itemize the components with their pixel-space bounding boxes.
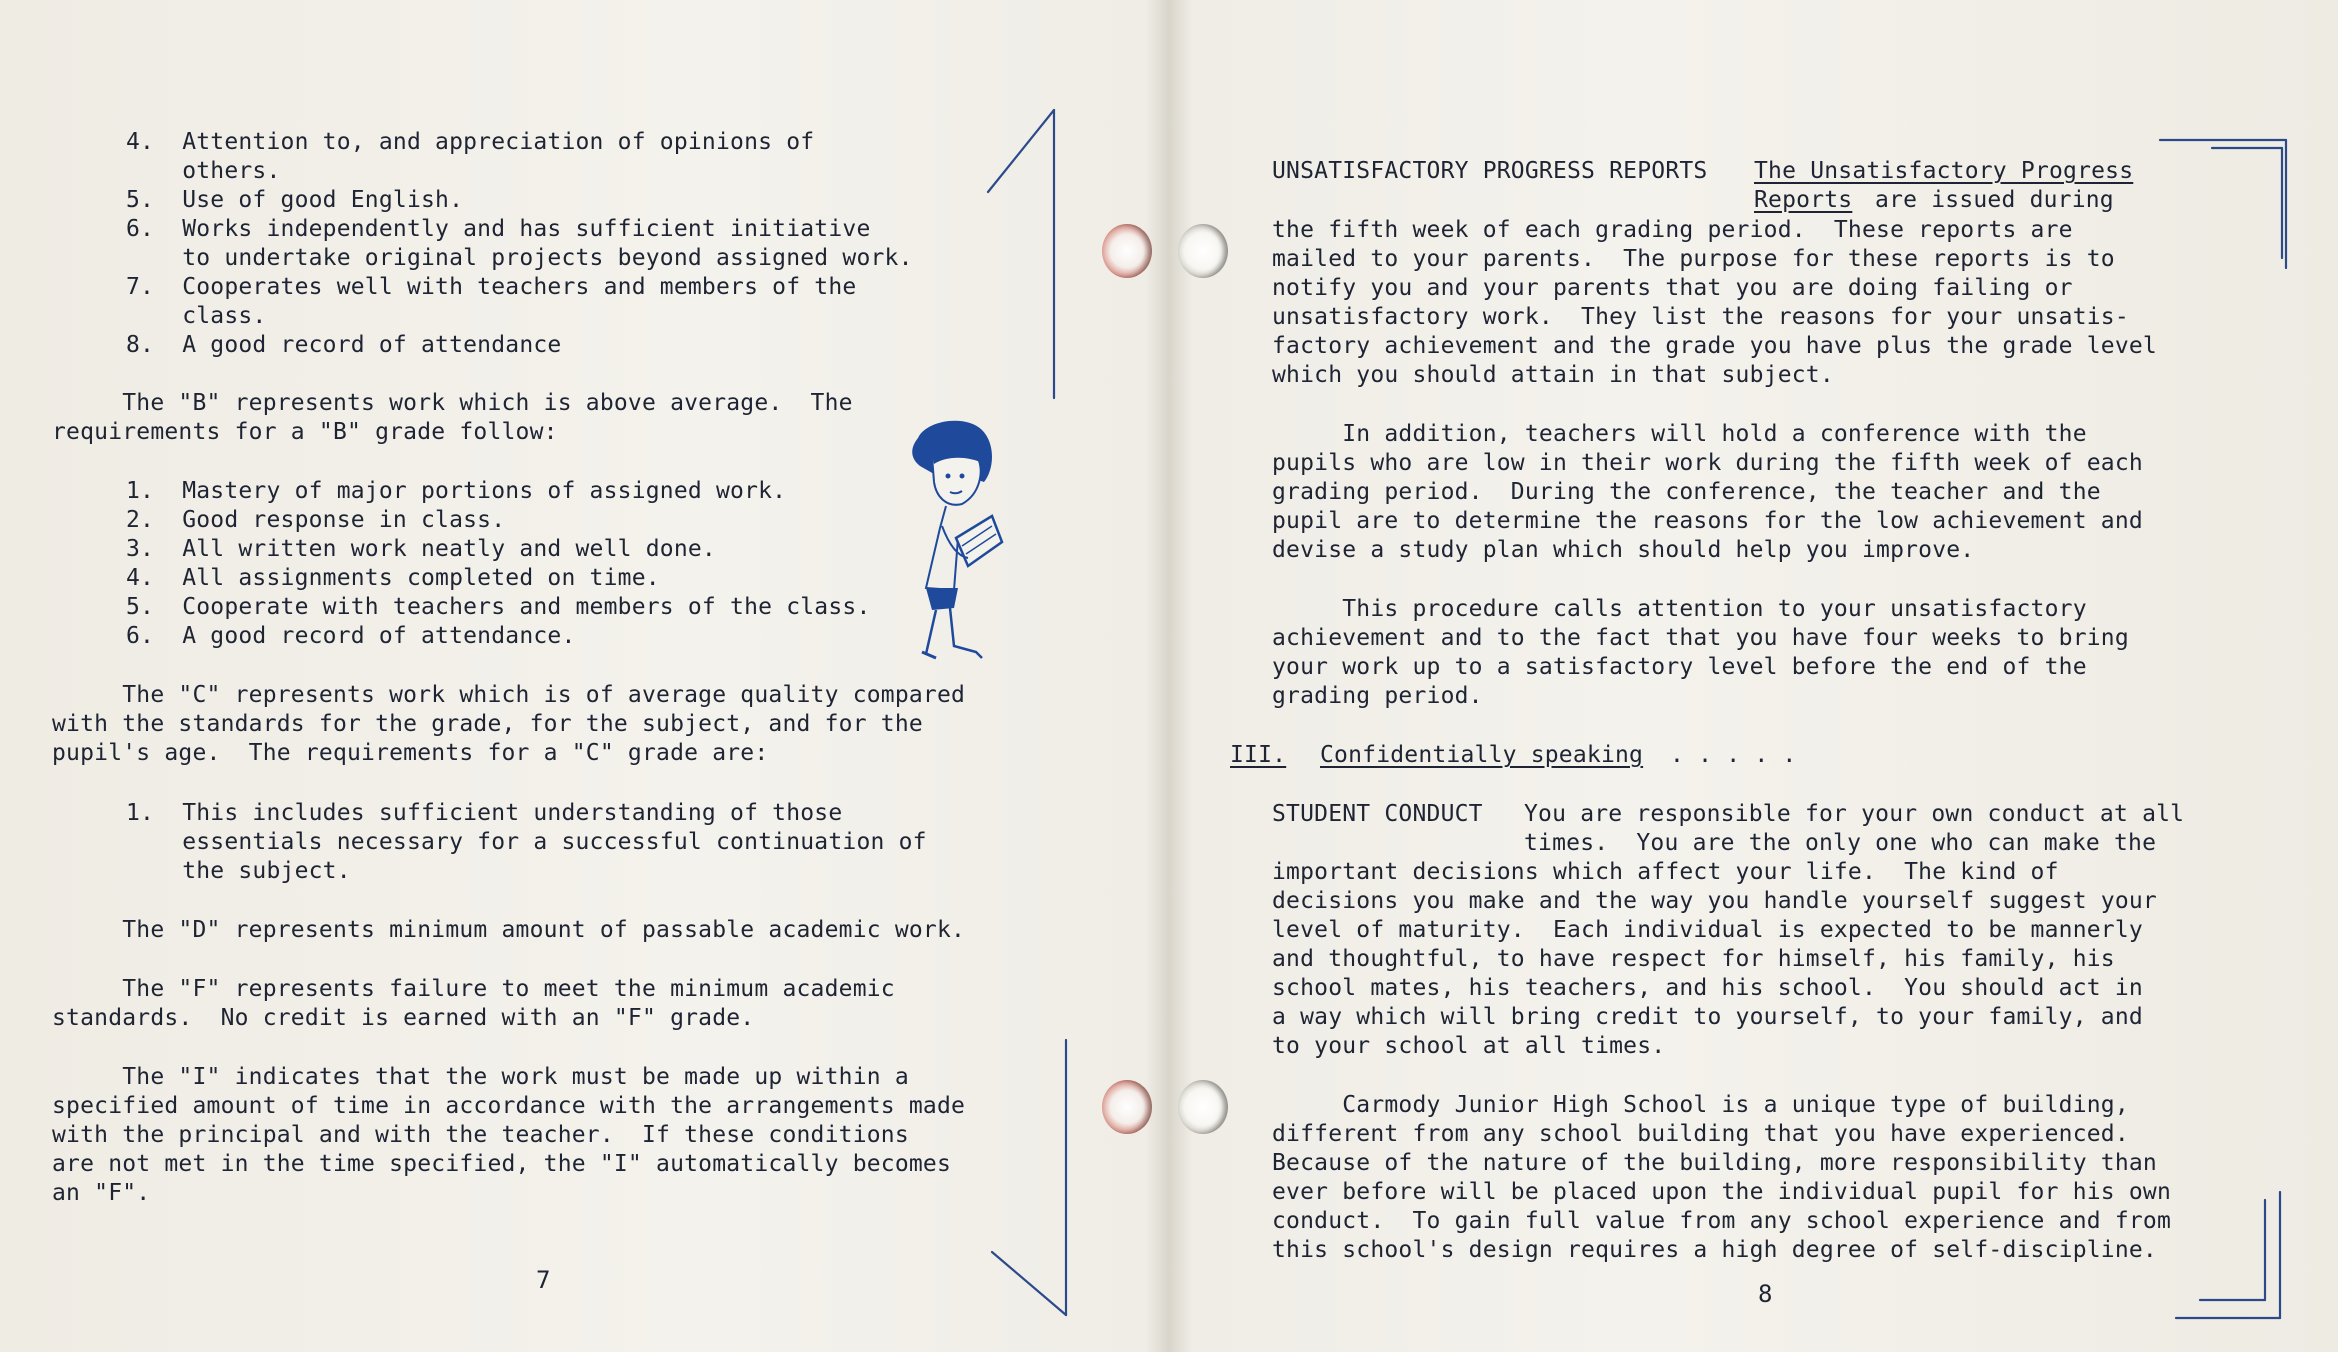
conduct-line-5: level of maturity. Each individual is expected to be mannerly: [1272, 917, 2143, 943]
conduct-line-4: decisions you make and the way you handle yourself suggest your: [1272, 888, 2157, 914]
unsatisfactory-title-1: The Unsatisfactory Progress: [1754, 158, 2134, 184]
unsatisfactory-title-2: Reports: [1754, 187, 1853, 213]
grade-a-item-7-cont: class.: [126, 303, 267, 329]
grade-c-item-1-cont-1: essentials necessary for a successful continuation of: [126, 829, 927, 855]
conduct-line-1: You are responsible for your own conduct at all: [1524, 801, 2185, 827]
section-title: Confidentially speaking: [1320, 742, 1644, 768]
conduct-line-8: a way which will bring credit to yourself, to your family, and: [1272, 1004, 2143, 1030]
grade-i-text-cont-3: are not met in the time specified, the "I" automatically becomes: [52, 1151, 952, 1177]
grade-f-text-cont: standards. No credit is earned with an "F" grade.: [52, 1005, 755, 1031]
grade-b-item-4: 4. All assignments completed on time.: [126, 565, 660, 591]
conference-line-3: grading period. During the conference, the teacher and the: [1272, 479, 2101, 505]
grade-a-item-7: 7. Cooperates well with teachers and members of the: [126, 274, 857, 300]
grade-c-intro-cont-2: pupil's age. The requirements for a "C" grade are:: [52, 740, 769, 766]
unsat-line-3: notify you and your parents that you are doing failing or: [1272, 275, 2073, 301]
grade-d-text: The "D" represents minimum amount of passable academic work.: [52, 917, 966, 943]
unsat-line-4: unsatisfactory work. They list the reasons for your unsatis-: [1272, 304, 2129, 330]
page-number-left: 7: [536, 1266, 551, 1294]
conduct-line-3: important decisions which affect your life. The kind of: [1272, 859, 2059, 885]
student-reading-cartoon-icon: [896, 418, 1026, 668]
grade-f-text: The "F" represents failure to meet the minimum academic: [52, 976, 895, 1002]
grade-b-intro-cont: requirements for a "B" grade follow:: [52, 419, 558, 445]
grade-a-item-6-cont: to undertake original projects beyond assigned work.: [126, 245, 913, 271]
grade-i-text: The "I" indicates that the work must be made up within a: [52, 1064, 909, 1090]
grade-c-intro: The "C" represents work which is of average quality compared: [52, 682, 966, 708]
grade-i-text-cont-2: with the principal and with the teacher. If these conditions: [52, 1122, 909, 1148]
carmody-line-4: ever before will be placed upon the individual pupil for his own: [1272, 1179, 2172, 1205]
conference-line-5: devise a study plan which should help you improve.: [1272, 537, 1975, 563]
procedure-line-4: grading period.: [1272, 683, 1483, 709]
page-number-right: 8: [1758, 1280, 1773, 1308]
unsat-line-6: which you should attain in that subject.: [1272, 362, 1834, 388]
conference-line-1: In addition, teachers will hold a conference with the: [1272, 421, 2087, 447]
conference-line-4: pupil are to determine the reasons for the low achievement and: [1272, 508, 2143, 534]
grade-b-item-2: 2. Good response in class.: [126, 507, 506, 533]
grade-i-text-cont-1: specified amount of time in accordance with the arrangements made: [52, 1093, 966, 1119]
grade-a-item-5: 5. Use of good English.: [126, 187, 464, 213]
grade-a-item-6: 6. Works independently and has sufficient initiative: [126, 216, 871, 242]
procedure-line-2: achievement and to the fact that you have four weeks to bring: [1272, 625, 2129, 651]
conduct-label: STUDENT CONDUCT: [1272, 801, 1483, 827]
grade-i-text-cont-4: an "F".: [52, 1180, 151, 1206]
carmody-line-5: conduct. To gain full value from any school experience and from: [1272, 1208, 2172, 1234]
unsat-line-1: the fifth week of each grading period. These reports are: [1272, 217, 2073, 243]
conduct-line-6: and thoughtful, to have respect for himself, his family, his: [1272, 946, 2115, 972]
section-number: III.: [1230, 742, 1287, 768]
grade-c-item-1: 1. This includes sufficient understanding of those: [126, 800, 843, 826]
grade-b-item-5: 5. Cooperate with teachers and members of the class.: [126, 594, 871, 620]
conduct-line-2: times. You are the only one who can make the: [1524, 830, 2157, 856]
grade-c-intro-cont-1: with the standards for the grade, for the subject, and for the: [52, 711, 923, 737]
procedure-line-1: This procedure calls attention to your unsatisfactory: [1272, 596, 2087, 622]
grade-b-item-1: 1. Mastery of major portions of assigned work.: [126, 478, 787, 504]
section-dots: . . . . .: [1656, 742, 1797, 768]
grade-c-item-1-cont-2: the subject.: [126, 858, 351, 884]
conference-line-2: pupils who are low in their work during the fifth week of each: [1272, 450, 2143, 476]
grade-b-item-6: 6. A good record of attendance.: [126, 623, 576, 649]
carmody-line-6: this school's design requires a high degree of self-discipline.: [1272, 1237, 2157, 1263]
grade-a-item-4-cont: others.: [126, 158, 281, 184]
grade-b-intro: The "B" represents work which is above average. The: [52, 390, 853, 416]
unsat-line-2: mailed to your parents. The purpose for these reports is to: [1272, 246, 2115, 272]
carmody-line-2: different from any school building that you have experienced.: [1272, 1121, 2129, 1147]
grade-a-item-4: 4. Attention to, and appreciation of opinions of: [126, 129, 815, 155]
grade-b-item-3: 3. All written work neatly and well done.: [126, 536, 716, 562]
carmody-line-3: Because of the nature of the building, more responsibility than: [1272, 1150, 2157, 1176]
conduct-line-7: school mates, his teachers, and his school. You should act in: [1272, 975, 2143, 1001]
carmody-line-1: Carmody Junior High School is a unique type of building,: [1272, 1092, 2129, 1118]
grade-a-item-8: 8. A good record of attendance: [126, 332, 562, 358]
unsatisfactory-heading: UNSATISFACTORY PROGRESS REPORTS: [1272, 158, 1708, 184]
procedure-line-3: your work up to a satisfactory level before the end of the: [1272, 654, 2087, 680]
conduct-line-9: to your school at all times.: [1272, 1033, 1666, 1059]
unsat-line-5: factory achievement and the grade you have plus the grade level: [1272, 333, 2157, 359]
unsatisfactory-title-tail: are issued during: [1861, 187, 2114, 213]
